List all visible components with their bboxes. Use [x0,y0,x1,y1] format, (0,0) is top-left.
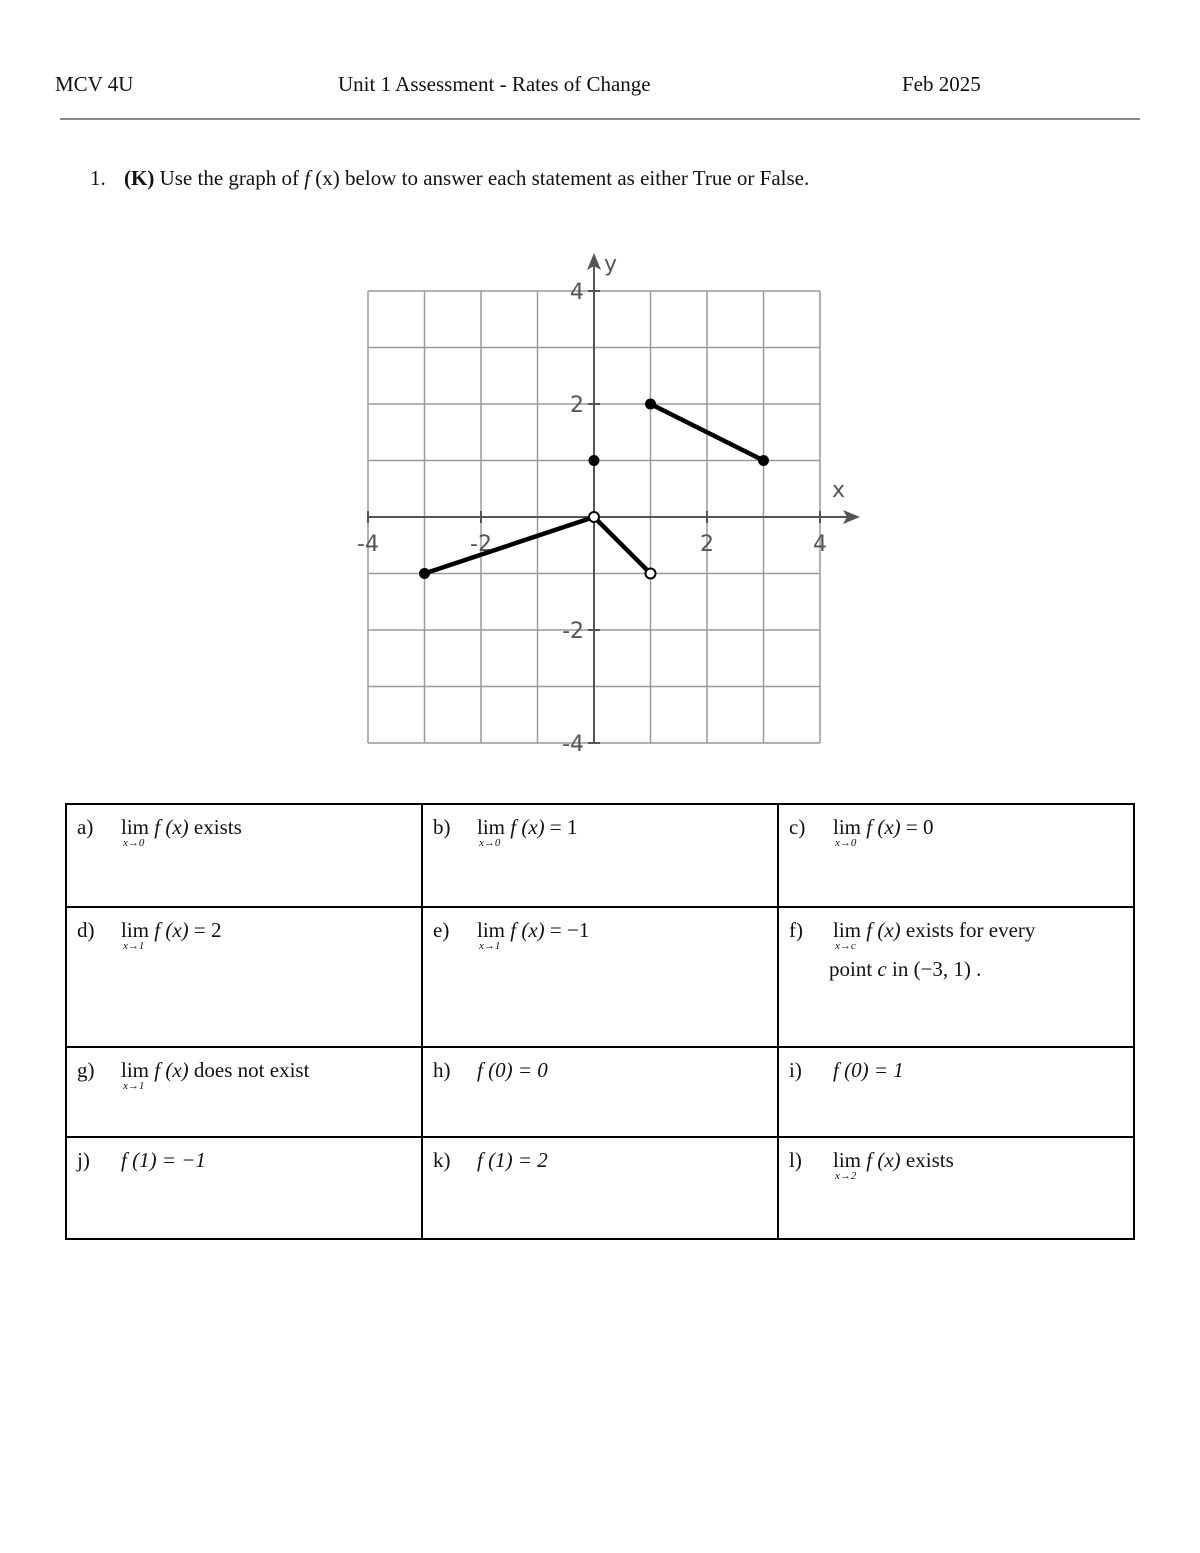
lim-approach: x→1 [123,1080,145,1092]
y-tick-label: 4 [570,280,584,305]
statement-expression: f (x) [154,1058,189,1082]
lim-approach: x→1 [479,940,501,952]
line2-text-b: in [886,957,914,981]
limit-notation [833,815,862,849]
statement-rest: = 0 [900,815,934,839]
statement-rest: does not exist [188,1058,310,1082]
statement-rest: = 1 [544,815,578,839]
question-func-arg: (x) [310,166,340,190]
statement-expression: f (0) = 1 [833,1058,904,1082]
statement-expression: f (x) [154,918,189,942]
lim-approach: x→2 [835,1170,857,1182]
statement-rest: exists for every [900,918,1036,942]
x-tick-label: -4 [357,532,379,557]
lim-word: lim [121,815,150,839]
statement-expression: f (x) [154,815,189,839]
lim-approach: x→0 [123,837,145,849]
statement-label: j) [77,1148,90,1172]
limit-notation [121,815,150,849]
statement-label: a) [77,815,94,839]
lim-approach: x→1 [123,940,145,952]
y-tick-label: -2 [562,619,584,644]
header-divider [60,118,1140,120]
x-tick-label: 4 [813,532,827,557]
open-point [589,512,599,522]
statement-label: g) [77,1058,95,1082]
statement-rest: = −1 [544,918,590,942]
statement-label: k) [433,1148,451,1172]
statement-f [778,907,1134,1047]
statement-expression: f (x) [510,918,545,942]
function-graph [340,240,870,760]
statement-c [778,804,1134,907]
lim-approach: x→0 [479,837,501,849]
y-axis-label: y [604,252,618,277]
question-1 [90,166,809,191]
statement-label: d) [77,918,95,942]
statement-expression: f (0) = 0 [477,1058,548,1082]
statement-label: c) [789,815,806,839]
lim-word: lim [833,815,862,839]
question-text-after: below to answer each statement as either True or False. [339,166,810,190]
statement-label: h) [433,1058,451,1082]
function-segment [594,517,651,574]
page-title: Unit 1 Assessment - Rates of Change [338,72,651,96]
statement-label: f) [789,918,803,942]
statement-expression: f (x) [866,918,901,942]
lim-word: lim [477,918,506,942]
statement-expression: f (x) [866,1148,901,1172]
statement-h [422,1047,778,1137]
statement-rest: exists [188,815,242,839]
statement-rest: exists [900,1148,954,1172]
limit-notation [833,1148,862,1182]
closed-point [645,399,656,410]
statement-b [422,804,778,907]
statements-table [65,803,1135,1240]
y-tick-label: 2 [570,393,584,418]
statement-i [778,1047,1134,1137]
course-code: MCV 4U [55,72,134,96]
question-tag: (K) [124,166,155,190]
closed-point [419,568,430,579]
y-tick-label: -4 [562,732,584,757]
lim-word: lim [121,1058,150,1082]
x-tick-label: -2 [470,532,492,557]
statement-label: i) [789,1058,802,1082]
statement-a [66,804,422,907]
limit-notation [121,918,150,952]
limit-notation [477,815,506,849]
line2-text: point [829,957,878,981]
closed-point [758,455,769,466]
lim-word: lim [833,918,862,942]
x-tick-label: 2 [700,532,714,557]
statement-label: l) [789,1148,802,1172]
lim-word: lim [121,918,150,942]
statement-e [422,907,778,1047]
lim-word: lim [477,815,506,839]
question-text-before: Use the graph of [154,166,305,190]
statement-expression: f (1) = −1 [121,1148,206,1172]
line2-var: c [877,957,887,981]
statement-g [66,1047,422,1137]
statement-expression: f (1) = 2 [477,1148,548,1172]
question-number: 1. [90,166,106,190]
line2-interval: (−3, 1) . [913,957,982,981]
limit-notation [833,918,862,952]
statement-line2 [789,957,1123,982]
date: Feb 2025 [902,72,981,96]
question-func: f [304,166,311,190]
open-point [646,569,656,579]
statement-expression: f (x) [866,815,901,839]
function-segment [425,517,595,574]
statement-d [66,907,422,1047]
statement-expression: f (x) [510,815,545,839]
statement-k [422,1137,778,1239]
statement-j [66,1137,422,1239]
lim-word: lim [833,1148,862,1172]
statement-l [778,1137,1134,1239]
lim-approach: x→0 [835,837,857,849]
limit-notation [121,1058,150,1092]
statement-rest: = 2 [188,918,222,942]
lim-approach: x→c [835,940,856,952]
closed-point [589,455,600,466]
statement-label: b) [433,815,451,839]
limit-notation [477,918,506,952]
statement-label: e) [433,918,450,942]
x-axis-label: x [832,478,846,503]
